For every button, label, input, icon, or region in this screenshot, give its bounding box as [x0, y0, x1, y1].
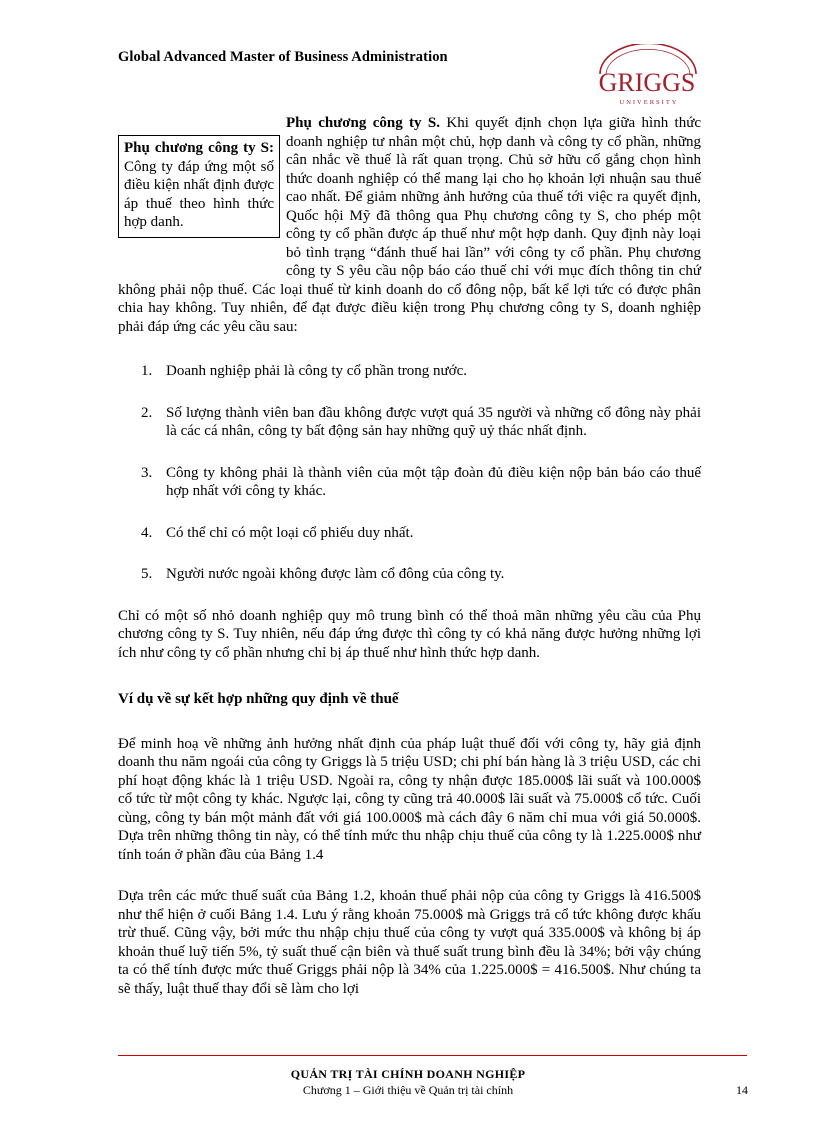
body-text	[118, 114, 701, 998]
list-item-number: 4.	[141, 524, 153, 541]
list-item	[118, 524, 701, 543]
definition-text: Công ty đáp ứng một số điều kiện nhất định được áp thuế theo hình thức hợp danh.	[124, 158, 274, 231]
section-heading: Ví dụ về sự kết hợp những quy định về thuế	[118, 691, 399, 707]
footer-title: QUẢN TRỊ TÀI CHÍNH DOANH NGHIỆP	[290, 1067, 526, 1081]
page-number: 14	[736, 1083, 748, 1097]
logo-wordmark: GRIGGS	[598, 68, 696, 97]
list-item-number: 3.	[141, 464, 153, 481]
list-item	[118, 404, 701, 441]
definition-box	[118, 135, 280, 238]
list-item-text: Công ty không phải là thành viên của một tập đoàn đủ điều kiện nộp bản báo cáo thuế hợp nhất với công ty khác.	[166, 464, 701, 499]
example-paragraph: Để minh hoạ về những ảnh hưởng nhất định của pháp luật thuế đối với công ty, hãy giả định doanh thu năm ngoái của công ty Griggs là 5 triệu USD; chi phí bán hàng là 3 triệu USD, các chi phí hoạt động khác là 1 triệu USD. Ngoài ra, công ty nhận được 185.000$ lãi suất và 100.000$ cổ tức từ một công ty khác. Ngược lại, công ty cũng trả 40.000$ lãi suất và 75.000$ cổ tức. Cuối cùng, công ty bán một mảnh đất với giá 100.000$ mà cách đây 6 năm chỉ mua với giá 50.000$. Dựa trên những thông tin này, có thể tính mức thu nhập chịu thuế của công ty là 1.225.000$ như tính toán ở phần đầu của Bảng 1.4	[118, 735, 701, 863]
list-item-text: Số lượng thành viên ban đầu không được vượt quá 35 người và những cổ đông này phải là các cá nhân, công ty bất động sản hay những quỹ uỷ thác nhất định.	[166, 404, 701, 439]
list-item-number: 5.	[141, 566, 153, 582]
intro-lead: Phụ chương công ty S.	[286, 115, 440, 131]
tax-calculation-paragraph: Dựa trên các mức thuế suất của Bảng 1.2, khoản thuế phải nộp của công ty Griggs là 416.500$ như thể hiện ở cuối Bảng 1.4. Lưu ý rằng khoản 75.000$ mà Griggs trả cổ tức không được khấu trừ thuế. Cũng vậy, bởi mức thu nhập chịu thuế của công ty vượt quá 335.000$ và không bị áp khoản thuế luỹ tiến 5%, tỷ suất thuế cận biên và thuế suất trung bình đều là 34%; bởi vậy chúng ta có thể tính được mức thuế Griggs phải nộp là 34% của 1.225.000$ = 416.500$. Như chúng ta sẽ thấy, luật thuế thay đổi sẽ làm cho lợi	[118, 888, 701, 997]
intro-text: Khi quyết định chọn lựa giữa hình thức doanh nghiệp tư nhân một chủ, hợp danh và công ty cổ phần, những cân nhắc về thuế là rất quan trọng. Chủ sở hữu cố gắng chọn hình thức doanh nghiệp có thể mang lại cho họ khoản lợi nhuận sau thuế cao nhất. Để giảm những ảnh hưởng của thuế tới việc ra quyết định, Quốc hội Mỹ đã thông qua Phụ chương công ty S, cho phép một công ty cổ phần được áp thuế như một hợp danh. Quy định này loại bỏ tình trạng “đánh thuế hai lần” với công ty cổ phần. Phụ chương công ty S yêu cầu nộp báo cáo thuế chỉ với mục đích thông tin chứ không phải nộp thuế. Các loại thuế từ kinh doanh do cổ đông nộp, bất kể lợi tức có được phân chia hay không. Tuy nhiên, để đạt được điều kiện trong Phụ chương công ty S, doanh nghiệp phải đáp ứng các yêu cầu sau:	[118, 115, 702, 335]
header-title: Global Advanced Master of Business Administration	[118, 49, 448, 65]
list-item-text: Doanh nghiệp phải là công ty cổ phần trong nước.	[166, 363, 467, 379]
list-item-number: 1.	[141, 363, 153, 379]
list-item-text: Người nước ngoài không được làm cổ đông của công ty.	[166, 566, 505, 582]
logo-subtitle: UNIVERSITY	[619, 99, 679, 106]
list-item-number: 2.	[141, 404, 153, 421]
definition-term: Phụ chương công ty S:	[124, 140, 274, 156]
conclusion-paragraph: Chỉ có một số nhỏ doanh nghiệp quy mô trung bình có thể thoả mãn những yêu cầu của Phụ chương công ty S. Tuy nhiên, nếu đáp ứng được thì công ty có khả năng được hưởng những lợi ích như công ty cổ phần nhưng chỉ bị áp thuế như hình thức hợp danh.	[118, 607, 701, 661]
list-item-text: Có thể chỉ có một loại cổ phiếu duy nhất.	[166, 524, 414, 541]
griggs-university-logo	[586, 44, 708, 108]
sidebar-container	[118, 115, 282, 279]
list-item	[118, 464, 701, 501]
footer-divider	[118, 1055, 747, 1056]
list-item	[118, 565, 701, 584]
footer-chapter: Chương 1 – Giới thiệu về Quản trị tài chính	[302, 1083, 514, 1097]
list-item	[118, 362, 701, 381]
requirements-list	[118, 362, 701, 584]
